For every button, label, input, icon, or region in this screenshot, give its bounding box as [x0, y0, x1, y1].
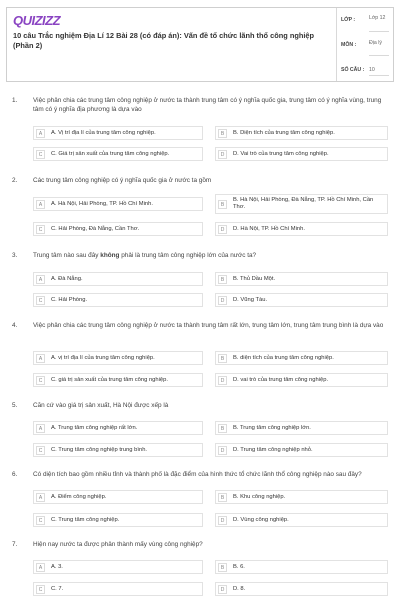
- question-number: 3.: [12, 252, 18, 259]
- option-c[interactable]: [33, 443, 203, 457]
- option-text: D. Vai trò của trung tâm công nghiệp.: [233, 151, 329, 157]
- option-text: C. Giá trị sản xuất của trung tâm công nghiệp.: [51, 151, 170, 157]
- option-letter: D: [218, 296, 227, 305]
- option-text: D. Trung tâm công nghiệp nhỏ.: [233, 447, 313, 453]
- option-letter: B: [218, 275, 227, 284]
- worksheet-header: [6, 7, 394, 82]
- quizizz-logo: QUIZIZZ: [13, 13, 61, 28]
- option-d[interactable]: [215, 222, 388, 236]
- option-letter: B: [218, 493, 227, 502]
- option-text: B. Khu công nghiệp.: [233, 494, 286, 500]
- option-text: C. giá trị sản xuất của trung tâm công nghiệp.: [51, 377, 168, 383]
- option-d[interactable]: [215, 147, 388, 161]
- option-letter: A: [36, 493, 45, 502]
- option-a[interactable]: [33, 126, 203, 140]
- option-d[interactable]: [215, 293, 388, 307]
- question-text: Các trung tâm công nghiệp có ý nghĩa quốc gia ở nước ta gồm: [33, 177, 212, 184]
- option-a[interactable]: [33, 490, 203, 504]
- option-text: B. Diện tích của trung tâm công nghiệp.: [233, 130, 335, 136]
- question-text: [33, 252, 388, 261]
- option-letter: D: [218, 376, 227, 385]
- option-b[interactable]: [215, 194, 388, 214]
- option-text: A. vị trí địa lí của trung tâm công nghiệp.: [51, 355, 155, 361]
- option-text: D. Vũng Tàu.: [233, 297, 268, 303]
- option-letter: C: [36, 446, 45, 455]
- option-letter: A: [36, 275, 45, 284]
- option-text: C. Hải Phòng, Đà Nẵng, Cần Thơ.: [51, 226, 140, 232]
- option-letter: B: [218, 129, 227, 138]
- option-text: A. 3.: [51, 564, 63, 570]
- option-letter: C: [36, 516, 45, 525]
- option-letter: B: [218, 200, 227, 209]
- option-letter: B: [218, 563, 227, 572]
- option-c[interactable]: [33, 147, 203, 161]
- question-text: Có diện tích bao gồm nhiều tỉnh và thành phố là đặc điểm của hình thức tổ chức lãnh thổ công nghiệp nào sau đây?: [33, 471, 362, 478]
- option-text: D. vai trò của trung tâm công nghiệp.: [233, 377, 329, 383]
- grade-label: LỚP :: [341, 17, 356, 23]
- option-a[interactable]: [33, 421, 203, 435]
- subject-underline: [369, 55, 389, 56]
- count-underline: [369, 75, 389, 76]
- option-text: A. Hà Nội, Hải Phòng, TP. Hồ Chí Minh.: [51, 201, 153, 207]
- option-letter: A: [36, 424, 45, 433]
- option-letter: D: [218, 585, 227, 594]
- option-text: D. Hà Nội, TP. Hồ Chí Minh.: [233, 226, 305, 232]
- option-text: B. Thủ Dầu Một.: [233, 276, 276, 282]
- option-text: D. Vùng công nghiệp.: [233, 517, 289, 523]
- option-text: C. Hải Phòng.: [51, 297, 88, 303]
- option-text: A. Đà Nẵng.: [51, 276, 83, 282]
- count-label: SỐ CÂU :: [341, 67, 365, 73]
- option-letter: A: [36, 563, 45, 572]
- question-text-start: Trung tâm nào sau đây: [33, 252, 101, 259]
- option-text: C. Trung tâm công nghiệp trung bình.: [51, 447, 148, 453]
- question-text: Việc phân chia các trung tâm công nghiệp ở nước ta thành trung tâm rất lớn, trung tâm lớn, trung tâm trung bình là dựa vào: [33, 322, 384, 329]
- option-text: B. Trung tâm công nghiệp lớn.: [233, 425, 311, 431]
- option-b[interactable]: [215, 272, 388, 286]
- option-letter: D: [218, 150, 227, 159]
- option-d[interactable]: [215, 513, 388, 527]
- question-text: Việc phân chia các trung tâm công nghiệp ở nước ta thành trung tâm có ý nghĩa quốc gia, trung tâm có ý nghĩa vùng, trung tâm có ý nghĩa địa phương là dựa vào: [33, 97, 382, 113]
- grade-value: Lớp 12: [369, 15, 386, 21]
- option-text: C. Trung tâm công nghiệp.: [51, 517, 120, 523]
- question-number: 4.: [12, 322, 18, 329]
- question-text: Căn cứ vào giá trị sản xuất, Hà Nội được xếp là: [33, 402, 169, 409]
- option-a[interactable]: [33, 272, 203, 286]
- option-letter: C: [36, 296, 45, 305]
- grade-underline: [369, 31, 389, 32]
- option-c[interactable]: [33, 582, 203, 596]
- question-number: 6.: [12, 471, 18, 478]
- option-a[interactable]: [33, 351, 203, 365]
- option-c[interactable]: [33, 373, 203, 387]
- option-letter: C: [36, 225, 45, 234]
- option-letter: D: [218, 446, 227, 455]
- worksheet-title: 10 câu Trắc nghiệm Địa Lí 12 Bài 28 (có đáp án): Vấn đề tổ chức lãnh thổ công nghiệp (Phần 2): [13, 31, 315, 50]
- option-text: A. Điểm công nghiệp.: [51, 494, 107, 500]
- option-c[interactable]: [33, 293, 203, 307]
- option-text: B. Hà Nội, Hải Phòng, Đà Nẵng, TP. Hồ Chí Minh, Cần Thơ.: [233, 197, 374, 210]
- option-letter: C: [36, 376, 45, 385]
- subject-label: MÔN :: [341, 42, 357, 48]
- option-b[interactable]: [215, 126, 388, 140]
- question-text: Hiện nay nước ta được phân thành mấy vùng công nghiệp?: [33, 541, 203, 548]
- option-text: B. 6.: [233, 564, 245, 570]
- header-divider: [336, 8, 337, 81]
- question-number: 5.: [12, 402, 18, 409]
- option-letter: A: [36, 129, 45, 138]
- option-text: C. 7.: [51, 586, 64, 592]
- option-a[interactable]: [33, 560, 203, 574]
- option-letter: B: [218, 424, 227, 433]
- option-a[interactable]: [33, 197, 203, 211]
- option-d[interactable]: [215, 443, 388, 457]
- option-b[interactable]: [215, 421, 388, 435]
- option-text: A. Trung tâm công nghiệp rất lớn.: [51, 425, 138, 431]
- question-number: 7.: [12, 541, 18, 548]
- option-text: B. diện tích của trung tâm công nghiệp.: [233, 355, 334, 361]
- option-b[interactable]: [215, 560, 388, 574]
- option-d[interactable]: [215, 582, 388, 596]
- option-letter: A: [36, 200, 45, 209]
- option-c[interactable]: [33, 222, 203, 236]
- option-letter: C: [36, 585, 45, 594]
- option-letter: A: [36, 354, 45, 363]
- option-letter: D: [218, 225, 227, 234]
- option-d[interactable]: [215, 373, 388, 387]
- option-letter: B: [218, 354, 227, 363]
- option-letter: C: [36, 150, 45, 159]
- option-letter: D: [218, 516, 227, 525]
- option-b[interactable]: [215, 351, 388, 365]
- question-number: 1.: [12, 97, 18, 104]
- question-text-emphasis: không: [100, 252, 120, 259]
- subject-value: Địa lý: [369, 40, 382, 46]
- option-text: D. 8.: [233, 586, 246, 592]
- question-number: 2.: [12, 177, 18, 184]
- count-value: 10: [369, 67, 375, 73]
- option-text: A. Vị trí địa lí của trung tâm công nghiệp.: [51, 130, 156, 136]
- option-b[interactable]: [215, 490, 388, 504]
- question-text-end: phải là trung tâm công nghiệp lớn của nước ta?: [119, 252, 257, 259]
- option-c[interactable]: [33, 513, 203, 527]
